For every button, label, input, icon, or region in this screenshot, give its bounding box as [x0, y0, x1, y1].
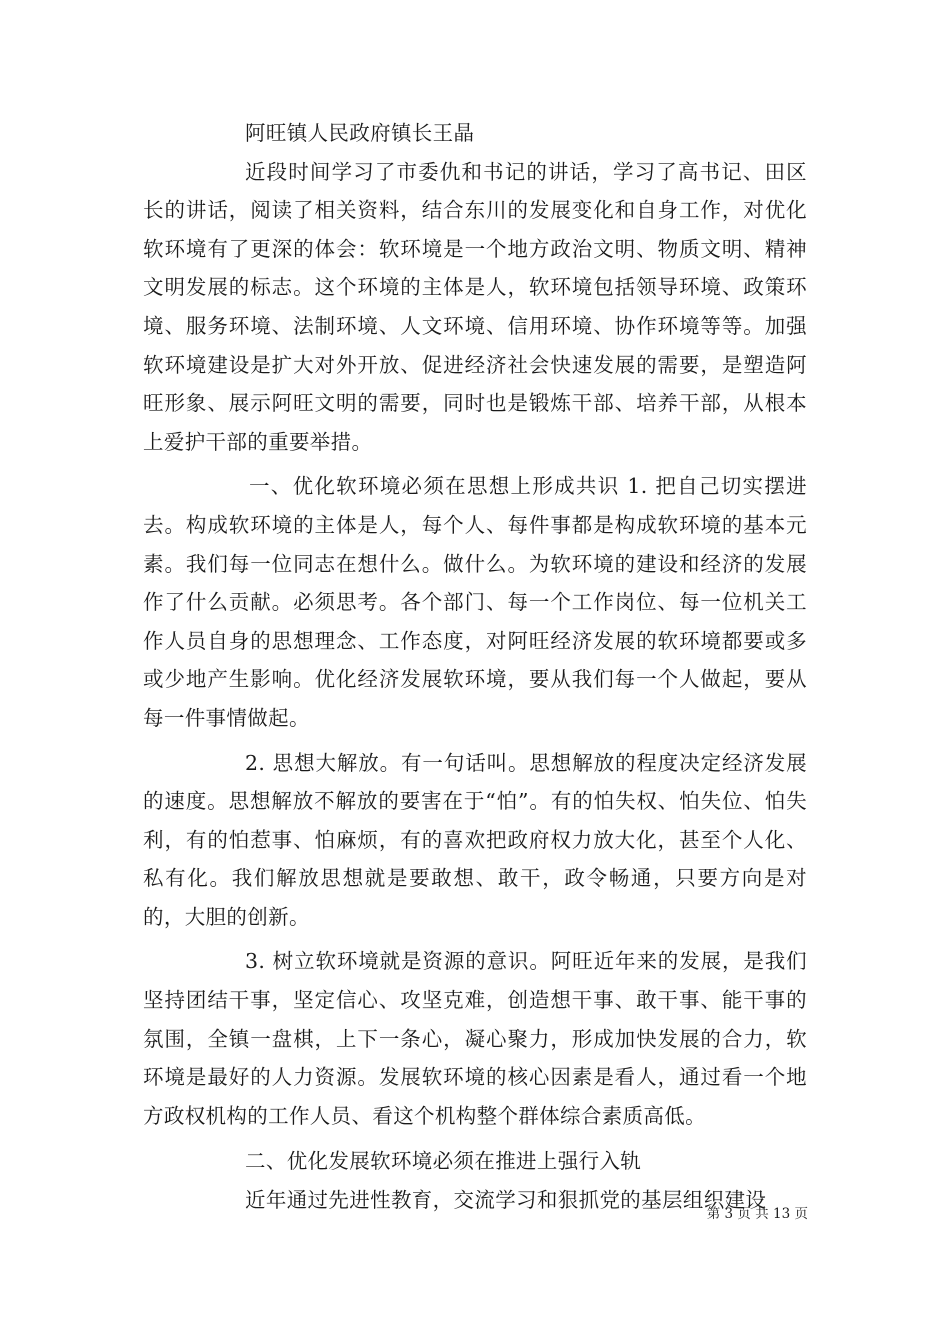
author-line: 阿旺镇人民政府镇长王晶 — [245, 121, 475, 145]
paragraph-point-three: 3. 树立软环境就是资源的意识。阿旺近年来的发展，是我们坚持团结干事，坚定信心、攻坚克难，创造想干事、敢干事、能干事的氛围，全镇一盘棋，上下一条心，凝心聚力，形成加快发展的合力，软环境是最好的人力资源。发展软环境的核心因素是看人，通过看一个地方政权机构的工作人员、看这个机构整个群体综合素质高低。 — [143, 949, 807, 1128]
section-two-heading: 二、优化发展软环境必须在推进上强行入轨 — [245, 1149, 642, 1174]
document-body — [143, 114, 807, 1220]
paragraph-point-two: 2. 思想大解放。有一句话叫。思想解放的程度决定经济发展的速度。思想解放不解放的要害在于“怕”。有的怕失权、怕失位、怕失利，有的怕惹事、怕麻烦，有的喜欢把政府权力放大化，甚至个人化、私有化。我们解放思想就是要敢想、敢干，政令畅通，只要方向是对的，大胆的创新。 — [143, 750, 807, 929]
paragraph-section-two-start: 近年通过先进性教育，交流学习和狠抓党的基层组织建设 — [245, 1188, 767, 1213]
paragraph-intro: 近段时间学习了市委仇和书记的讲话，学习了高书记、田区长的讲话，阅读了相关资料，结合东川的发展变化和自身工作，对优化软环境有了更深的体会：软环境是一个地方政治文明、物质文明、精神文明发展的标志。这个环境的主体是人，软环境包括领导环境、政策环境、服务环境、法制环境、人文环境、信用环境、协作环境等等。加强软环境建设是扩大对外开放、促进经济社会快速发展的需要，是塑造阿旺形象、展示阿旺文明的需要，同时也是锻炼干部、培养干部，从根本上爱护干部的重要举措。 — [143, 159, 807, 454]
paragraph-section-one: 一、优化软环境必须在思想上形成共识 1. 把自己切实摆进去。构成软环境的主体是人，每个人、每件事都是构成软环境的基本元素。我们每一位同志在想什么。做什么。为软环境的建设和经济的发展作了什么贡献。必须思考。各个部门、每一个工作岗位、每一位机关工作人员自身的思想理念、工作态度，对阿旺经济发展的软环境都要或多或少地产生影响。优化经济发展软环境，要从我们每一个人做起，要从每一件事情做起。 — [143, 474, 807, 730]
page-number: 第 3 页 共 13 页 — [706, 1206, 808, 1222]
